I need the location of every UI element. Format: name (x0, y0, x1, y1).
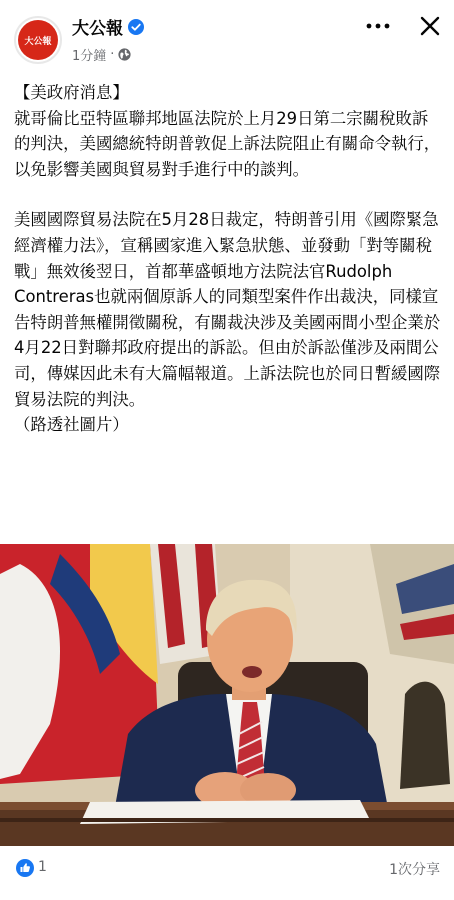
post-meta (72, 45, 131, 64)
post-timestamp[interactable]: 1分鐘 (72, 49, 107, 64)
avatar-logo-text: 大公報 (24, 36, 52, 47)
share-count[interactable]: 1次分享 (389, 862, 440, 878)
like-reaction-icon[interactable] (16, 859, 34, 877)
post-photo-illustration (0, 544, 454, 846)
close-icon[interactable] (414, 12, 446, 40)
post-paragraph: 美國國際貿易法院在5月28日裁定，特朗普引用《國際緊急經濟權力法》，宣稱國家進入緊急狀態、並發動「對等關稅戰」無效後翌日，首都華盛頓地方法院法官Rudolph Contreras也就兩個原訴人的同類型案件作出裁決，同樣宣告特朗普無權開徵關稅，有關裁決涉及美國兩間小型企業於4月22日對聯邦政府提出的訴訟。但由於訴訟僅涉及兩間公司，傳媒因此未有大篇幅報道。上訴法院也於同日暫緩國際貿易法院的判決。 (14, 210, 441, 409)
page-avatar[interactable] (14, 16, 62, 64)
post-photo[interactable] (0, 544, 454, 846)
globe-icon (118, 48, 131, 61)
verified-badge-icon (128, 19, 144, 35)
post-header (0, 0, 454, 76)
more-options-icon[interactable] (362, 12, 394, 40)
avatar-logo (18, 20, 58, 60)
post-paragraph: 【美政府消息】 就哥倫比亞特區聯邦地區法院於上月29日第二宗關稅敗訴的判決，美國總統特朗普敦促上訴法院阻止有關命令執行，以免影響美國與貿易對手進行中的談判。 (14, 83, 441, 179)
reaction-count[interactable]: 1 (38, 859, 47, 875)
meta-separator: · (110, 47, 115, 62)
post-text (14, 80, 442, 438)
photo-credit-caption: （路透社圖片） (14, 415, 129, 435)
post-footer (0, 846, 454, 890)
page-name[interactable]: 大公報 (72, 19, 123, 39)
page-name-row (72, 14, 144, 39)
